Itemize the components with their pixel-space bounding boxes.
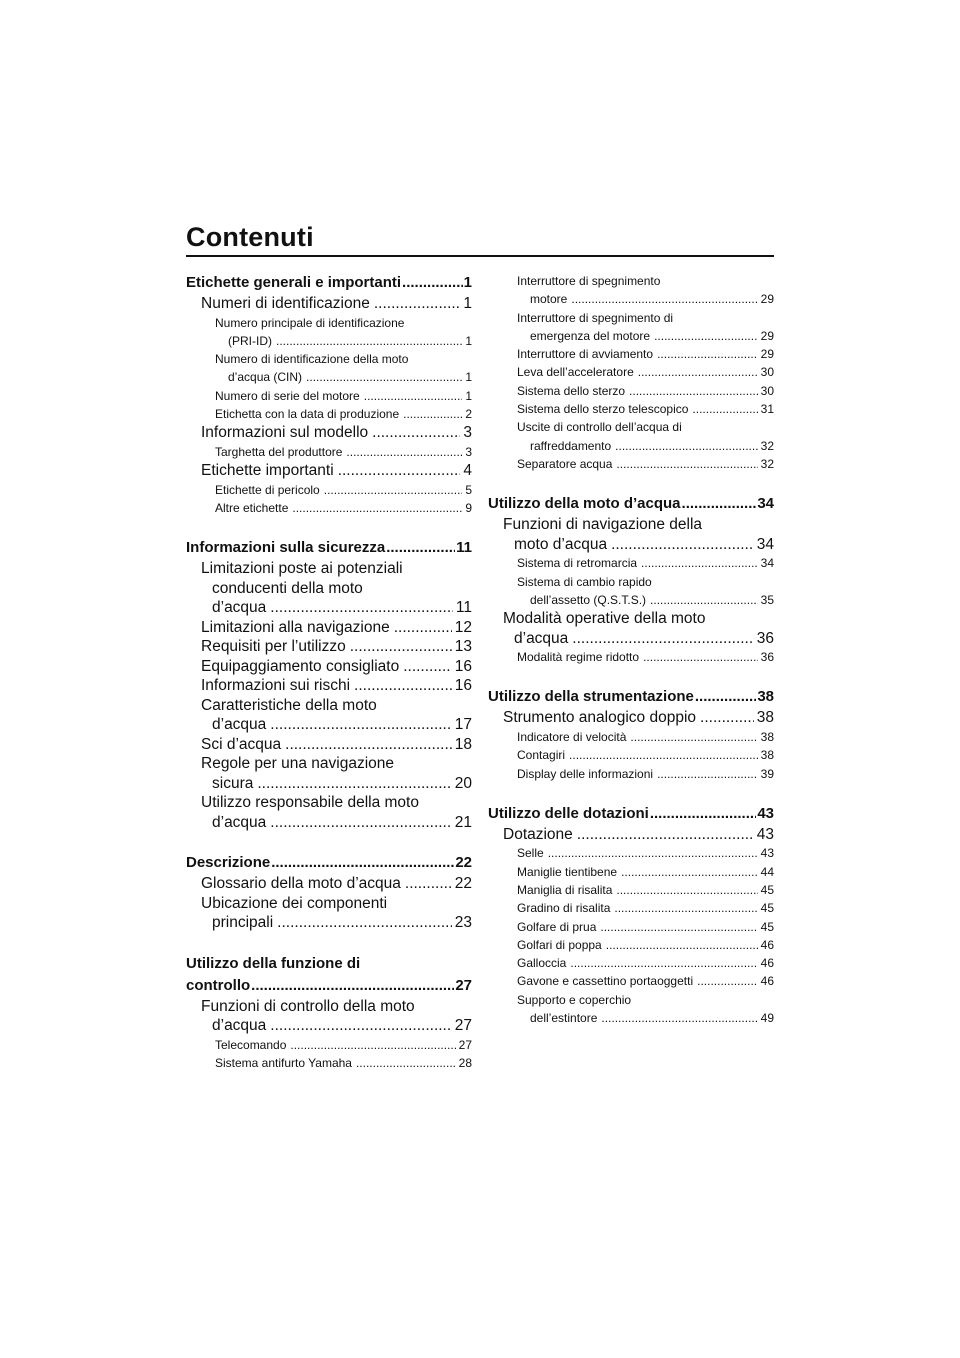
toc-page-number: 38 bbox=[757, 688, 774, 706]
toc-entry[interactable] bbox=[488, 863, 774, 881]
toc-entry[interactable] bbox=[488, 1009, 774, 1027]
toc-entry[interactable] bbox=[488, 554, 774, 572]
toc-page-number: 46 bbox=[760, 974, 774, 989]
toc-page-number: 32 bbox=[760, 438, 774, 453]
toc-entry[interactable] bbox=[186, 350, 472, 368]
toc-entry[interactable] bbox=[186, 499, 472, 517]
toc-page-number: 39 bbox=[760, 766, 774, 781]
toc-entry[interactable] bbox=[186, 405, 472, 423]
dot-leader bbox=[621, 863, 758, 881]
toc-entry[interactable] bbox=[488, 881, 774, 899]
toc-entry-title: Sistema di retromarcia bbox=[517, 556, 638, 571]
toc-entry-title: Supporto e coperchio bbox=[517, 992, 632, 1007]
toc-entry[interactable] bbox=[488, 272, 774, 290]
toc-entry-title: Modalità operative della moto bbox=[503, 610, 706, 628]
dot-leader bbox=[338, 461, 461, 481]
toc-page-number: 32 bbox=[760, 456, 774, 471]
toc-entry-title: Gradino di risalita bbox=[517, 901, 611, 916]
toc-entry-title: Etichette di pericolo bbox=[215, 482, 320, 497]
toc-entry[interactable] bbox=[186, 579, 472, 599]
toc-entry[interactable] bbox=[488, 345, 774, 363]
toc-entry-title: Dotazione bbox=[503, 825, 573, 843]
toc-page-number: 35 bbox=[760, 592, 774, 607]
toc-entry-title: Informazioni sul modello bbox=[201, 424, 369, 442]
toc-entry[interactable] bbox=[488, 573, 774, 591]
dot-leader bbox=[270, 1016, 451, 1036]
toc-entry[interactable] bbox=[488, 535, 774, 555]
dot-leader bbox=[306, 368, 462, 386]
toc-entry-title: Indicatore di velocità bbox=[517, 729, 627, 744]
dot-leader bbox=[657, 345, 758, 363]
toc-entry-title: sicura bbox=[212, 774, 254, 792]
toc-entry-title: d’acqua bbox=[212, 599, 267, 617]
toc-entry-title: d’acqua (CIN) bbox=[228, 370, 303, 385]
toc-entry[interactable] bbox=[488, 363, 774, 381]
toc-entry[interactable] bbox=[186, 852, 472, 874]
toc-page-number: 30 bbox=[760, 383, 774, 398]
toc-entry[interactable] bbox=[186, 913, 472, 933]
toc-page-number: 43 bbox=[756, 825, 774, 843]
dot-leader bbox=[616, 455, 757, 473]
toc-entry-title: Selle bbox=[517, 846, 544, 861]
dot-leader bbox=[257, 774, 451, 794]
toc-entry-title: Numeri di identificazione bbox=[201, 295, 370, 312]
toc-entry-title: Descrizione bbox=[186, 854, 271, 872]
dot-leader bbox=[270, 598, 453, 618]
toc-entry[interactable] bbox=[488, 825, 774, 845]
toc-entry-title: d’acqua bbox=[212, 1017, 267, 1035]
dot-leader bbox=[692, 400, 757, 418]
dot-leader bbox=[350, 637, 452, 657]
dot-leader bbox=[285, 735, 452, 755]
toc-entry-title: (PRI-ID) bbox=[228, 333, 272, 348]
toc-page-number: 46 bbox=[760, 937, 774, 952]
toc-page-number: 34 bbox=[757, 495, 774, 513]
dot-leader bbox=[650, 591, 758, 609]
toc-page-number: 38 bbox=[760, 748, 774, 763]
toc-entry[interactable] bbox=[488, 400, 774, 418]
toc-entry-title: Interruttore di spegnimento bbox=[517, 274, 661, 288]
toc-page-number: 38 bbox=[756, 709, 774, 727]
toc-page-number: 18 bbox=[454, 735, 472, 753]
dot-leader bbox=[292, 499, 462, 517]
toc-column-right bbox=[488, 272, 774, 1027]
dot-leader bbox=[403, 405, 462, 423]
toc-entry[interactable] bbox=[186, 1054, 472, 1072]
toc-page-number: 34 bbox=[760, 556, 774, 571]
toc-entry[interactable] bbox=[186, 314, 472, 332]
toc-entry[interactable] bbox=[186, 774, 472, 794]
dot-leader bbox=[630, 728, 757, 746]
dot-leader bbox=[548, 844, 758, 862]
toc-page-number: 29 bbox=[760, 347, 774, 362]
toc-entry[interactable] bbox=[186, 637, 472, 657]
toc-entry-title: Interruttore di avviamento bbox=[517, 347, 654, 362]
toc-entry-title: Uscite di controllo dell’acqua di bbox=[517, 420, 682, 435]
toc-entry-title: Utilizzo della moto d’acqua bbox=[488, 495, 681, 513]
toc-entry[interactable] bbox=[488, 290, 774, 308]
dot-leader bbox=[324, 481, 463, 499]
dot-leader bbox=[346, 443, 462, 461]
toc-page-number: 29 bbox=[760, 292, 774, 307]
dot-leader bbox=[290, 1036, 455, 1054]
toc-entry[interactable] bbox=[488, 954, 774, 972]
toc-entry-title: Targhetta del produttore bbox=[215, 444, 343, 459]
toc-entry-title: controllo bbox=[186, 976, 251, 994]
dot-leader bbox=[570, 954, 757, 972]
toc-page-number: 45 bbox=[760, 919, 774, 934]
toc-entry[interactable] bbox=[488, 803, 774, 825]
toc-entry-title: Requisiti per l’utilizzo bbox=[201, 638, 346, 656]
toc-entry[interactable] bbox=[186, 874, 472, 894]
toc-entry-title: Maniglia di risalita bbox=[517, 882, 613, 897]
toc-entry[interactable] bbox=[488, 418, 774, 436]
toc-entry-title: Caratteristiche della moto bbox=[201, 696, 377, 714]
toc-entry[interactable] bbox=[488, 972, 774, 990]
toc-entry-title: Maniglie tientibene bbox=[517, 864, 618, 879]
toc-entry-title: Ubicazione dei componenti bbox=[201, 894, 388, 912]
dot-leader bbox=[402, 272, 463, 294]
toc-entry-title: Altre etichette bbox=[215, 500, 289, 515]
toc-entry[interactable] bbox=[186, 696, 472, 716]
toc-entry-title: Informazioni sulla sicurezza bbox=[186, 539, 386, 557]
toc-entry[interactable] bbox=[186, 1036, 472, 1054]
toc-entry[interactable] bbox=[186, 997, 472, 1017]
toc-entry-title: Limitazioni poste ai potenziali bbox=[201, 560, 403, 578]
toc-entry-title: d’acqua bbox=[514, 629, 569, 647]
title-divider bbox=[186, 255, 774, 257]
toc-entry[interactable] bbox=[186, 272, 472, 294]
toc-entry[interactable] bbox=[186, 975, 472, 997]
toc-entry-title: Gavone e cassettino portaoggetti bbox=[517, 974, 694, 989]
toc-entry-title: emergenza del motore bbox=[530, 328, 651, 343]
dot-leader bbox=[276, 332, 462, 350]
dot-leader bbox=[270, 715, 451, 735]
toc-entry-title: Leva dell’acceleratore bbox=[517, 365, 634, 380]
dot-leader bbox=[394, 618, 452, 638]
toc-entry-title: Interruttore di spegnimento di bbox=[517, 310, 674, 325]
toc-page-number: 45 bbox=[760, 901, 774, 916]
toc-entry-title: dell’estintore bbox=[530, 1011, 598, 1026]
toc-entry-title: raffreddamento bbox=[530, 438, 612, 453]
toc-entry[interactable] bbox=[186, 894, 472, 914]
toc-entry[interactable] bbox=[488, 591, 774, 609]
toc-entry-title: dell’assetto (Q.S.T.S.) bbox=[530, 592, 647, 607]
toc-entry[interactable] bbox=[186, 481, 472, 499]
toc-entry[interactable] bbox=[186, 735, 472, 755]
dot-leader bbox=[571, 290, 757, 308]
toc-entry-title: Etichetta con la data di produzione bbox=[215, 406, 400, 421]
toc-entry-title: Glossario della moto d’acqua bbox=[201, 875, 401, 893]
dot-leader bbox=[386, 537, 455, 559]
toc-entry[interactable] bbox=[488, 629, 774, 649]
toc-entry[interactable] bbox=[488, 437, 774, 455]
toc-page-number: 34 bbox=[756, 535, 774, 553]
toc-entry-title: Golfari di poppa bbox=[517, 937, 602, 952]
toc-entry[interactable] bbox=[186, 657, 472, 677]
dot-leader bbox=[403, 657, 452, 677]
dot-leader bbox=[697, 972, 758, 990]
toc-entry-title: Utilizzo responsabile della moto bbox=[201, 794, 419, 812]
toc-page-number: 30 bbox=[760, 365, 774, 380]
toc-page-number: 31 bbox=[760, 402, 774, 417]
dot-leader bbox=[374, 294, 461, 314]
toc-page-number: 5 bbox=[465, 482, 472, 497]
toc-page-number: 36 bbox=[760, 650, 774, 665]
toc-entry[interactable] bbox=[488, 455, 774, 473]
dot-leader bbox=[629, 382, 758, 400]
toc-entry-title: Numero principale di identificazione bbox=[215, 315, 405, 330]
toc-page-number: 17 bbox=[454, 716, 472, 734]
page-title: Contenuti bbox=[186, 222, 314, 252]
toc-entry-title: d’acqua bbox=[212, 813, 267, 831]
toc-page-number: 36 bbox=[756, 629, 774, 647]
dot-leader bbox=[271, 852, 454, 874]
toc-entry[interactable] bbox=[488, 609, 774, 629]
toc-entry-title: moto d’acqua bbox=[514, 535, 608, 553]
toc-page-number: 22 bbox=[454, 875, 472, 893]
dot-leader bbox=[643, 648, 758, 666]
toc-entry-title: principali bbox=[212, 914, 274, 932]
dot-leader bbox=[354, 676, 452, 696]
toc-entry[interactable] bbox=[186, 294, 472, 314]
toc-page-number: 46 bbox=[760, 956, 774, 971]
toc-page-number: 3 bbox=[465, 444, 472, 459]
toc-entry-title: Separatore acqua bbox=[517, 456, 613, 471]
dot-leader bbox=[641, 554, 758, 572]
toc-entry[interactable] bbox=[488, 746, 774, 764]
toc-page-number: 29 bbox=[760, 328, 774, 343]
toc-entry[interactable] bbox=[488, 309, 774, 327]
dot-leader bbox=[372, 423, 460, 443]
toc-page-number: 20 bbox=[454, 774, 472, 792]
dot-leader bbox=[572, 629, 753, 649]
toc-page-number: 38 bbox=[760, 729, 774, 744]
toc-entry-title: Modalità regime ridotto bbox=[517, 650, 640, 665]
dot-leader bbox=[600, 918, 757, 936]
toc-page-number: 27 bbox=[455, 976, 472, 994]
toc-entry-title: Limitazioni alla navigazione bbox=[201, 618, 390, 636]
dot-leader bbox=[695, 686, 756, 708]
toc-entry[interactable] bbox=[488, 918, 774, 936]
dot-leader bbox=[405, 874, 452, 894]
toc-entry-title: Equipaggiamento consigliato bbox=[201, 657, 400, 675]
toc-entry-title: motore bbox=[530, 292, 568, 307]
dot-leader bbox=[277, 913, 452, 933]
toc-entry[interactable] bbox=[488, 844, 774, 862]
toc-page-number: 43 bbox=[757, 804, 774, 822]
toc-entry[interactable] bbox=[186, 793, 472, 813]
toc-page-number: 43 bbox=[760, 846, 774, 861]
toc-entry[interactable] bbox=[186, 953, 472, 975]
toc-entry-title: conducenti della moto bbox=[212, 579, 363, 597]
dot-leader bbox=[650, 803, 756, 825]
toc-page-number: 3 bbox=[463, 424, 472, 442]
dot-leader bbox=[577, 825, 754, 845]
toc-entry-title: Sci d’acqua bbox=[201, 735, 282, 753]
toc-entry[interactable] bbox=[186, 368, 472, 386]
dot-leader bbox=[700, 708, 754, 728]
toc-entry[interactable] bbox=[186, 1016, 472, 1036]
toc-entry[interactable] bbox=[488, 936, 774, 954]
toc-entry[interactable] bbox=[488, 382, 774, 400]
toc-page-number: 2 bbox=[465, 406, 472, 421]
dot-leader bbox=[606, 936, 758, 954]
dot-leader bbox=[611, 535, 754, 555]
toc-entry[interactable] bbox=[488, 991, 774, 1009]
toc-entry[interactable] bbox=[488, 708, 774, 728]
dot-leader bbox=[614, 899, 757, 917]
toc-entry-title: Strumento analogico doppio bbox=[503, 709, 697, 727]
toc-entry[interactable] bbox=[186, 676, 472, 696]
toc-entry-title: Sistema di cambio rapido bbox=[517, 574, 652, 589]
toc-column-left bbox=[186, 272, 472, 1072]
dot-leader bbox=[356, 1054, 456, 1072]
toc-page-number: 11 bbox=[455, 599, 472, 617]
toc-page-number: 44 bbox=[760, 864, 774, 879]
toc-entry-title: Telecomando bbox=[215, 1037, 287, 1052]
dot-leader bbox=[601, 1009, 757, 1027]
toc-page-number: 27 bbox=[454, 1017, 472, 1035]
toc-entry[interactable] bbox=[488, 899, 774, 917]
toc-entry-title: Contagiri bbox=[517, 748, 566, 763]
toc-page-number: 22 bbox=[455, 854, 472, 872]
toc-entry[interactable] bbox=[186, 598, 472, 618]
toc-page-number: 4 bbox=[463, 462, 472, 480]
toc-page-number: 1 bbox=[463, 274, 472, 291]
toc-page-number: 28 bbox=[458, 1055, 472, 1070]
toc-entry-title: Etichette generali e importanti bbox=[186, 274, 402, 291]
dot-leader bbox=[270, 813, 451, 833]
toc-entry[interactable] bbox=[186, 387, 472, 405]
toc-entry[interactable] bbox=[186, 715, 472, 735]
dot-leader bbox=[615, 437, 757, 455]
toc-page-number: 9 bbox=[465, 500, 472, 515]
toc-entry-title: Galloccia bbox=[517, 956, 567, 971]
toc-entry[interactable] bbox=[186, 461, 472, 481]
toc-entry[interactable] bbox=[186, 423, 472, 443]
toc-entry-title: Numero di identificazione della moto bbox=[215, 352, 409, 367]
toc-entry-title: Funzioni di controllo della moto bbox=[201, 997, 415, 1015]
dot-leader bbox=[657, 765, 758, 783]
dot-leader bbox=[682, 493, 757, 515]
toc-entry-title: Regole per una navigazione bbox=[201, 755, 395, 773]
toc-entry[interactable] bbox=[488, 493, 774, 515]
toc-entry[interactable] bbox=[186, 537, 472, 559]
toc-entry-title: d’acqua bbox=[212, 716, 267, 734]
toc-page-number: 23 bbox=[454, 914, 472, 932]
toc-entry[interactable] bbox=[186, 332, 472, 350]
toc-entry[interactable] bbox=[186, 443, 472, 461]
toc-entry[interactable] bbox=[186, 559, 472, 579]
toc-entry[interactable] bbox=[488, 686, 774, 708]
toc-entry-title: Sistema dello sterzo telescopico bbox=[517, 402, 689, 417]
dot-leader bbox=[638, 363, 758, 381]
toc-page-number: 16 bbox=[454, 657, 472, 675]
dot-leader bbox=[569, 746, 758, 764]
toc-entry-title: Etichette importanti bbox=[201, 462, 334, 480]
toc-page-number: 16 bbox=[454, 677, 472, 695]
toc-entry[interactable] bbox=[488, 728, 774, 746]
toc-entry-title: Golfare di prua bbox=[517, 919, 597, 934]
toc-page-number: 21 bbox=[454, 813, 472, 831]
toc-page-number: 12 bbox=[454, 618, 472, 636]
toc-page-number: 45 bbox=[760, 882, 774, 897]
dot-leader bbox=[251, 975, 454, 997]
toc-entry[interactable] bbox=[488, 327, 774, 345]
toc-entry[interactable] bbox=[488, 648, 774, 666]
toc-entry[interactable] bbox=[186, 754, 472, 774]
toc-entry-title: Informazioni sui rischi bbox=[201, 677, 351, 695]
toc-entry[interactable] bbox=[186, 813, 472, 833]
toc-entry[interactable] bbox=[488, 515, 774, 535]
toc-entry-title: Utilizzo della funzione di bbox=[186, 954, 361, 972]
toc-entry-title: Sistema antifurto Yamaha bbox=[215, 1055, 352, 1070]
toc-entry-title: Numero di serie del motore bbox=[215, 388, 360, 403]
toc-page-number: 27 bbox=[458, 1037, 472, 1052]
dot-leader bbox=[364, 387, 463, 405]
toc-entry[interactable] bbox=[488, 765, 774, 783]
toc-page-number: 13 bbox=[454, 638, 472, 656]
dot-leader bbox=[654, 327, 758, 345]
toc-entry-title: Utilizzo delle dotazioni bbox=[488, 804, 649, 822]
toc-page-number: 49 bbox=[760, 1011, 774, 1026]
toc-page-number: 11 bbox=[456, 539, 472, 557]
toc-page-number: 1 bbox=[465, 388, 472, 403]
dot-leader bbox=[616, 881, 757, 899]
toc-entry-title: Display delle informazioni bbox=[517, 766, 654, 781]
toc-entry-title: Funzioni di navigazione della bbox=[503, 516, 703, 534]
toc-entry-title: Sistema dello sterzo bbox=[517, 383, 626, 398]
toc-page-number: 1 bbox=[465, 370, 472, 385]
toc-entry-title: Utilizzo della strumentazione bbox=[488, 688, 694, 706]
toc-page-number: 1 bbox=[465, 333, 472, 348]
toc-entry[interactable] bbox=[186, 618, 472, 638]
toc-page-number: 1 bbox=[463, 295, 472, 312]
